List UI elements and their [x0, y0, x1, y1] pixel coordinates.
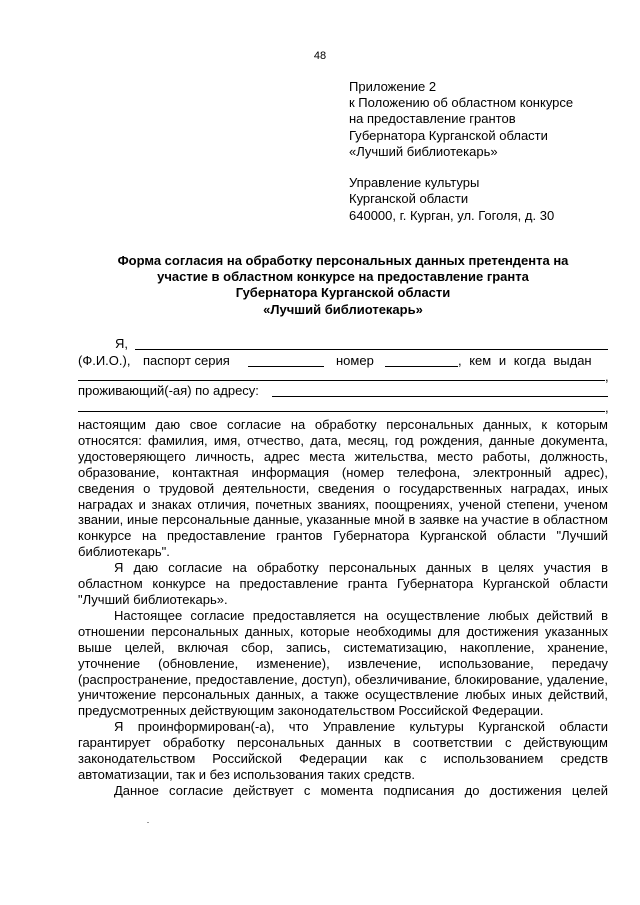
appendix-line: «Лучший библиотекарь»: [349, 143, 498, 159]
address-blank[interactable]: [272, 396, 608, 397]
fio-blank[interactable]: [135, 349, 608, 350]
passport-series-blank[interactable]: [248, 366, 324, 367]
consent-paragraph: Я проинформирован(-а), что Управление культуры Курганской области гарантирует обработку персональных данных в соответствии с действующим законодательством Российской Федерации как с использованием средств автоматизации, так и без использования таких средств.: [78, 719, 608, 782]
addressee-block: [349, 175, 554, 224]
ya-label: Я,: [115, 336, 128, 351]
addressee-line: 640000, г. Курган, ул. Гоголя, д. 30: [349, 207, 555, 223]
appendix-line: Губернатора Курганской области: [349, 127, 548, 143]
fio-label: (Ф.И.О.),: [78, 353, 131, 368]
title-line: участие в областном конкурсе на предоставление гранта: [157, 269, 529, 285]
address-blank-2[interactable]: [78, 411, 605, 412]
addressee-line: Управление культуры: [349, 175, 480, 190]
comma: ,: [605, 400, 609, 415]
title-line: Форма согласия на обработку персональных данных претендента на: [117, 253, 569, 268]
appendix-block: [349, 79, 573, 160]
issued-label: , кем и когда выдан: [458, 353, 592, 368]
comma: ,: [605, 369, 609, 384]
passport-number-blank[interactable]: [385, 366, 458, 367]
appendix-line: к Положению об областном конкурсе: [349, 95, 574, 111]
scan-speck: [147, 822, 149, 823]
passport-series-label: паспорт серия: [143, 353, 230, 368]
title-line: Губернатора Курганской области: [235, 285, 451, 301]
title-line: «Лучший библиотекарь»: [263, 301, 423, 317]
issued-blank[interactable]: [78, 380, 605, 381]
residence-label: проживающий(-ая) по адресу:: [78, 383, 259, 398]
addressee-line: Курганской области: [349, 191, 469, 207]
consent-paragraph: Данное согласие действует с момента подписания до достижения целей: [114, 782, 608, 798]
consent-paragraph: Я даю согласие на обработку персональных данных в целях участия в областном конкурсе на предоставление гранта Губернатора Курганской области "Лучший библиотекарь».: [78, 560, 608, 607]
form-title: [78, 253, 608, 318]
passport-number-label: номер: [336, 353, 374, 368]
page-number: 48: [313, 50, 327, 62]
appendix-line: на предоставление грантов: [349, 111, 516, 127]
consent-paragraph: Настоящее согласие предоставляется на осуществление любых действий в отношении персональных данных, которые необходимы для достижения указанных выше целей, включая сбор, запись, систематизацию, накопление, хранение, уточнение (обновление, изменение), извлечение, использование, передачу (распространение, предоставление, доступ), обезличивание, блокирование, удаление, уничтожение персональных данных, а также осуществление любых иных действий, предусмотренных действующим законодательством Российской Федерации.: [78, 607, 608, 719]
consent-body: [78, 417, 608, 799]
appendix-line: Приложение 2: [349, 79, 437, 94]
consent-paragraph: настоящим даю свое согласие на обработку персональных данных, к которым относятся: фамилия, имя, отчество, дата, месяц, год рождения, данные документа, удостоверяющего личность, адрес места жительства, место работы, должность, образование, контактная информация (номер телефона, электронный адрес), сведения о трудовой деятельности, сведения о государственных наградах, иных наградах и знаках отличия, почетных званиях, поощрениях, ученой степени, ученом звании, иные персональные данные, указанные мной в заявке на участие в областном конкурсе на предоставление грантов Губернатора Курганской области "Лучший библиотекарь".: [78, 417, 608, 560]
